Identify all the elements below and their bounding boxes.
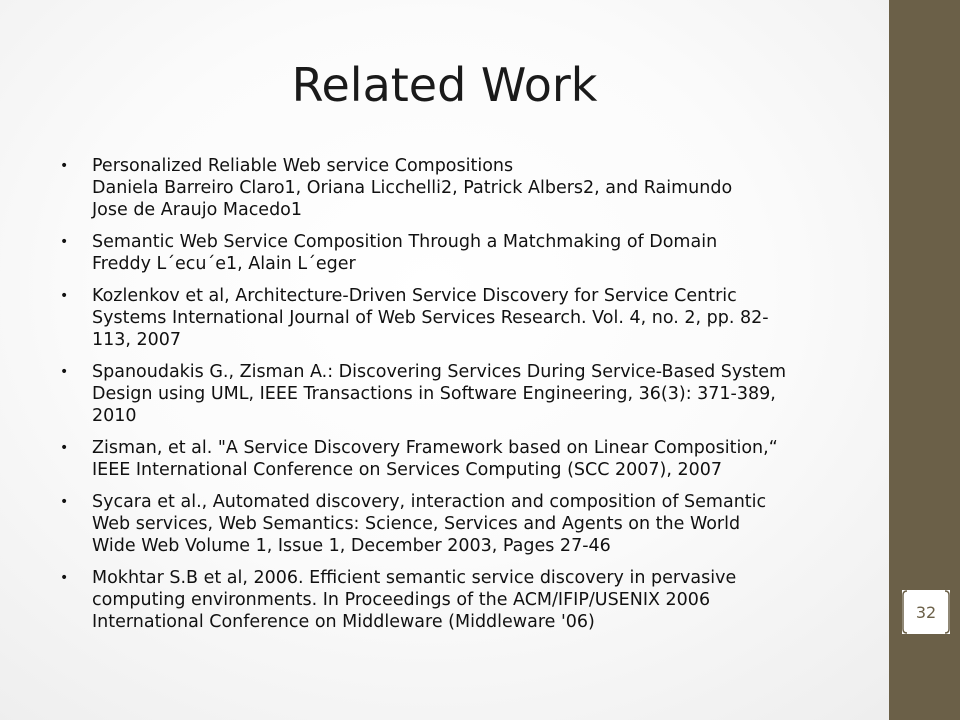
reference-line: Daniela Barreiro Claro1, Oriana Licchelli2, Patrick Albers2, and Raimundo (92, 178, 733, 198)
reference-item (58, 437, 858, 481)
bullet-icon: • (60, 234, 69, 250)
reference-item (58, 361, 858, 427)
bullet-icon: • (60, 288, 69, 304)
reference-line: Semantic Web Service Composition Through a Matchmaking of Domain (92, 232, 718, 252)
bullet-icon: • (60, 494, 69, 510)
reference-line: Web services, Web Semantics: Science, Services and Agents on the World (92, 514, 741, 534)
reference-item (58, 285, 858, 351)
reference-line: IEEE International Conference on Services Computing (SCC 2007), 2007 (92, 460, 723, 480)
reference-list (58, 155, 858, 643)
reference-line: Freddy L´ecu´e1, Alain L´eger (92, 254, 356, 274)
reference-line: computing environments. In Proceedings of the ACM/IFIP/USENIX 2006 (92, 590, 711, 610)
bullet-icon: • (60, 158, 69, 174)
page-number: 32 (915, 602, 937, 622)
left-bracket-icon (902, 590, 908, 634)
right-bracket-icon (944, 590, 950, 634)
bullet-icon: • (60, 440, 69, 456)
reference-line: Wide Web Volume 1, Issue 1, December 2003, Pages 27-46 (92, 536, 611, 556)
reference-line: Systems International Journal of Web Services Research. Vol. 4, no. 2, pp. 82- (92, 308, 769, 328)
reference-line: Kozlenkov et al, Architecture-Driven Service Discovery for Service Centric (92, 286, 737, 306)
slide-title: Related Work (291, 58, 598, 112)
reference-item (58, 491, 858, 557)
reference-line: 113, 2007 (92, 330, 182, 350)
page-number-badge (902, 590, 950, 634)
reference-item (58, 231, 858, 275)
bullet-icon: • (60, 364, 69, 380)
reference-item (58, 155, 858, 221)
reference-line: Spanoudakis G., Zisman A.: Discovering Services During Service-Based System (92, 362, 787, 382)
reference-line: Zisman, et al. "A Service Discovery Framework based on Linear Composition,“ (92, 438, 778, 458)
reference-line: Jose de Araujo Macedo1 (92, 200, 303, 220)
reference-item (58, 567, 858, 633)
reference-line: Design using UML, IEEE Transactions in Software Engineering, 36(3): 371-389, (92, 384, 776, 404)
reference-line: Mokhtar S.B et al, 2006. Efficient semantic service discovery in pervasive (92, 568, 737, 588)
reference-line: International Conference on Middleware (Middleware '06) (92, 612, 595, 632)
reference-line: 2010 (92, 406, 137, 426)
reference-line: Personalized Reliable Web service Compositions (92, 156, 514, 176)
bullet-icon: • (60, 570, 69, 586)
reference-line: Sycara et al., Automated discovery, interaction and composition of Semantic (92, 492, 767, 512)
